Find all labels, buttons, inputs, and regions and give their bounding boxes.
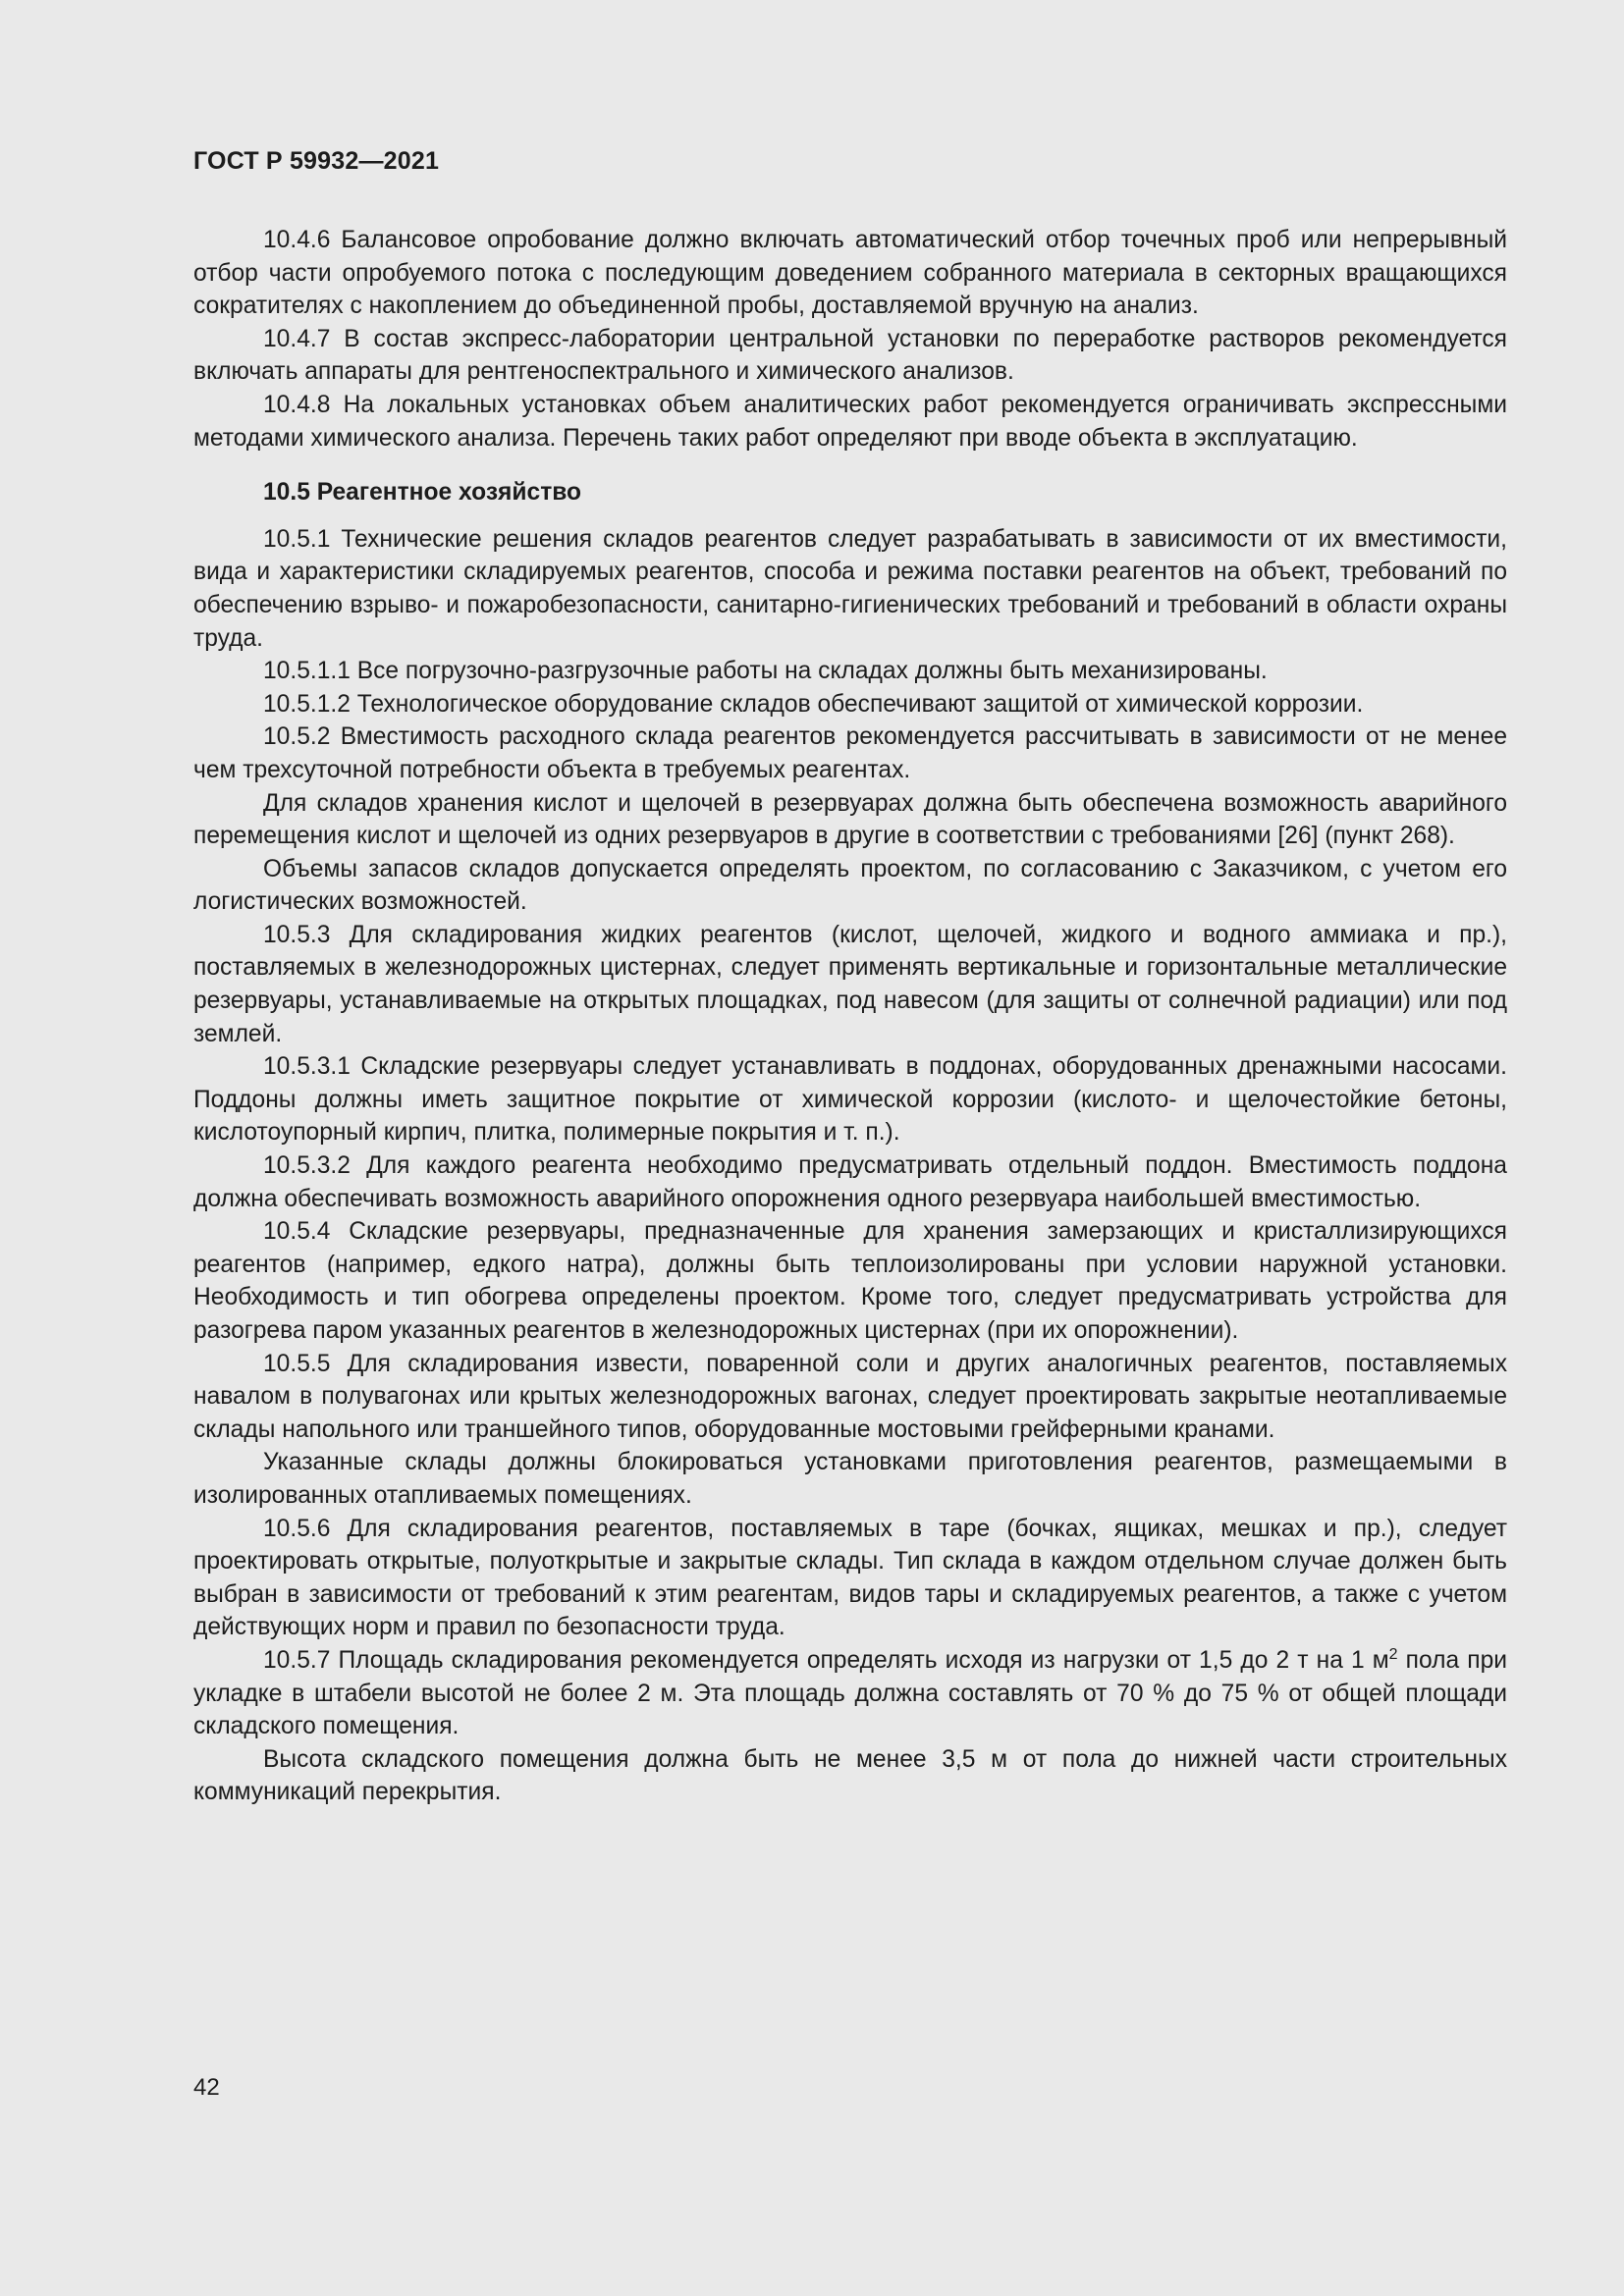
paragraph-10-5-3-1: 10.5.3.1 Складские резервуары следует устанавливать в поддонах, оборудованных дренажными насосами. Поддоны должны иметь защитное покрытие от химической коррозии (кислото- и щелочестойкие бетоны, кислотоупорный кирпич, плитка, полимерные покрытия и т. п.). (193, 1053, 1507, 1147)
paragraph-10-5-5: 10.5.5 Для складирования извести, поваренной соли и других аналогичных реагентов, поставляемых навалом в полувагонах или крытых железнодорожных вагонах, следует проектировать закрытые неотапливаемые склады напольного или траншейного типов, оборудованные мостовыми грейферными кранами. (193, 1350, 1507, 1443)
paragraph-10-5-2: 10.5.2 Вместимость расходного склада реагентов рекомендуется рассчитывать в зависимости от не менее чем трехсуточной потребности объекта в требуемых реагентах. (193, 723, 1507, 783)
paragraph-10-4-7: 10.4.7 В состав экспресс-лаборатории центральной установки по переработке растворов рекомендуется включать аппараты для рентгеноспектрального и химического анализов. (193, 325, 1507, 386)
section-heading-10-5: 10.5 Реагентное хозяйство (263, 479, 582, 507)
paragraph-10-5-3: 10.5.3 Для складирования жидких реагентов (кислот, щелочей, жидкого и водного аммиака и пр.), поставляемых в железнодорожных цистернах, следует применять вертикальные и горизонтальные металлические резервуары, устанавливаемые на открытых площадках, под навесом (для защиты от солнечной радиации) или под землей. (193, 921, 1507, 1047)
paragraph-stock-volumes: Объемы запасов складов допускается определять проектом, по согласованию с Заказчиком, с учетом его логистических возможностей. (193, 855, 1507, 916)
page-number: 42 (193, 2074, 220, 2101)
paragraph-10-5-3-2: 10.5.3.2 Для каждого реагента необходимо предусматривать отдельный поддон. Вместимость поддона должна обеспечивать возможность аварийного опорожнения одного резервуара наибольшей вместимостью. (193, 1152, 1507, 1212)
area-text-end: пола при укладке в штабели высотой не более 2 м. Эта площадь должна составлять от 70 % до 75 % от общей площади складского помещения. (193, 1646, 1507, 1740)
paragraph-10-5-1: 10.5.1 Технические решения складов реагентов следует разрабатывать в зависимости от их вместимости, вида и характеристики складируемых реагентов, способа и режима поставки реагентов на объект, требований по обеспечению взрыво- и пожаробезопасности, санитарно-гигиенических требований и требований в области охраны труда. (193, 525, 1507, 652)
area-superscript: 2 (1388, 1645, 1398, 1663)
paragraph-warehouse-blocking: Указанные склады должны блокироваться установками приготовления реагентов, размещаемыми в изолированных отапливаемых помещениях. (193, 1449, 1507, 1509)
standard-header: ГОСТ Р 59932—2021 (193, 147, 440, 175)
paragraph-10-5-4: 10.5.4 Складские резервуары, предназначенные для хранения замерзающих и кристаллизирующихся реагентов (например, едкого натра), должны быть теплоизолированы при условии наружной установки. Необходимость и тип обогрева определены проектом. Кроме того, следует предусматривать устройства для разогрева паром указанных реагентов в железнодорожных цистернах (при их опорожнении). (193, 1218, 1507, 1344)
paragraph-10-5-1-2: 10.5.1.2 Технологическое оборудование складов обеспечивают защитой от химической коррозии. (263, 690, 1364, 718)
paragraph-10-5-7 (193, 1644, 1507, 1743)
paragraph-10-5-6: 10.5.6 Для складирования реагентов, поставляемых в таре (бочках, ящиках, мешках и пр.), следует проектировать открытые, полуоткрытые и закрытые склады. Тип склада в каждом отдельном случае должен быть выбран в зависимости от требований к этим реагентам, видов тары и складируемых реагентов, а также с учетом действующих норм и правил по безопасности труда. (193, 1515, 1507, 1641)
paragraph-10-5-1-1: 10.5.1.1 Все погрузочно-разгрузочные работы на складах должны быть механизированы. (263, 658, 1268, 685)
document-body (193, 224, 1507, 1809)
paragraph-10-4-8: 10.4.8 На локальных установках объем аналитических работ рекомендуется ограничивать экспрессными методами химического анализа. Перечень таких работ определяют при вводе объекта в эксплуатацию. (193, 391, 1507, 452)
paragraph-10-4-6: 10.4.6 Балансовое опробование должно включать автоматический отбор точечных проб или непрерывный отбор части опробуемого потока с последующим доведением собранного материала в секторных вращающихся сократителях с накоплением до объединенной пробы, доставляемой вручную на анализ. (193, 227, 1507, 320)
area-text-start: 10.5.7 Площадь складирования рекомендуется определять исходя из нагрузки от 1,5 до 2 т на 1 м (263, 1646, 1389, 1674)
paragraph-room-height: Высота складского помещения должна быть не менее 3,5 м от пола до нижней части строительных коммуникаций перекрытия. (193, 1745, 1507, 1806)
paragraph-acid-alkali-storage: Для складов хранения кислот и щелочей в резервуарах должна быть обеспечена возможность аварийного перемещения кислот и щелочей из одних резервуаров в другие в соответствии с требованиями [26] (пункт 268). (193, 789, 1507, 850)
